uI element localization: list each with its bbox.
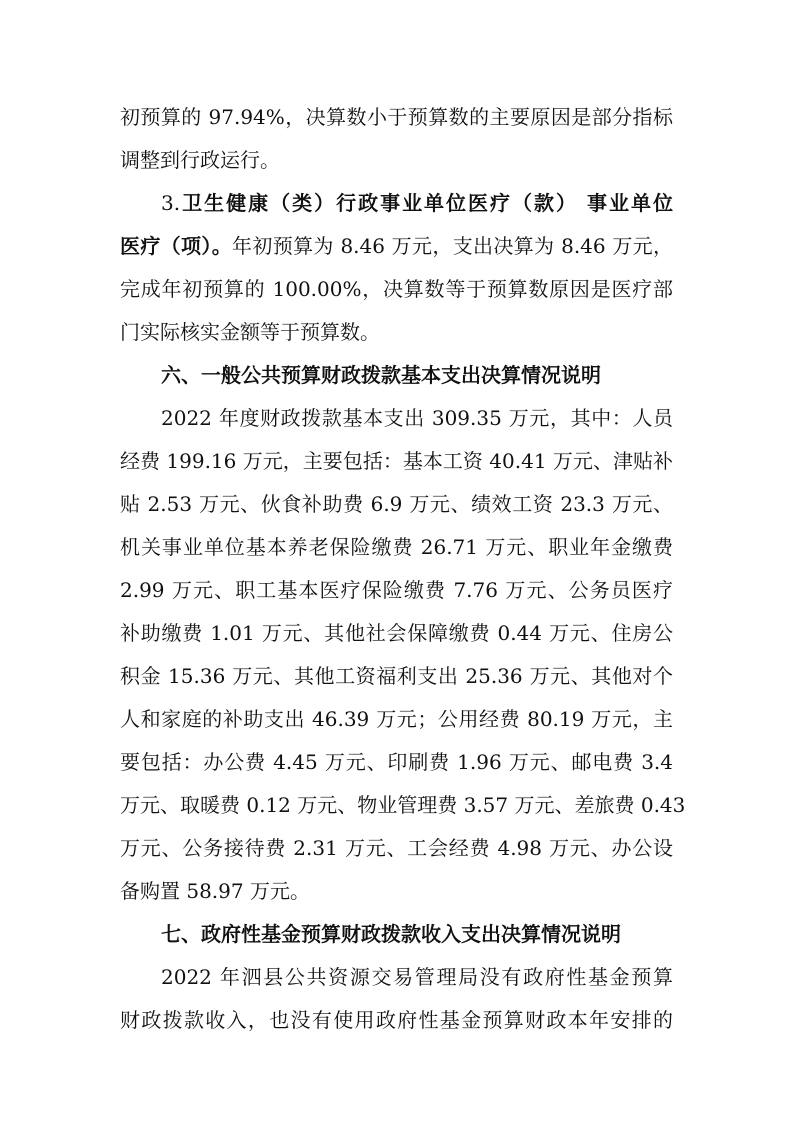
item-3-title-cont-line — [120, 231, 673, 261]
paragraph-line: 2022 年泗县公共资源交易管理局没有政府性基金预算 — [161, 965, 673, 989]
item-3-heading-line — [161, 188, 673, 218]
paragraph-line: 2.99 万元、职工基本医疗保险缴费 7.76 万元、公务员医疗 — [120, 578, 673, 602]
paragraph-line: 调整到行政运行。 — [120, 148, 280, 172]
paragraph-line: 2022 年度财政拨款基本支出 309.35 万元，其中：人员 — [161, 406, 673, 430]
paragraph-line: 完成年初预算的 100.00%，决算数等于预算数原因是医疗部 — [120, 277, 673, 301]
item-body-cont: 年初预算为 8.46 万元，支出决算为 8.46 万元， — [232, 234, 673, 258]
paragraph-line: 财政拨款收入，也没有使用政府性基金预算财政本年安排的 — [120, 1008, 673, 1032]
section-6-heading: 六、一般公共预算财政拨款基本支出决算情况说明 — [161, 363, 601, 387]
item-title-cont: 医疗（项）。 — [120, 234, 233, 258]
item-number: 3. — [161, 191, 181, 215]
item-title: 卫生健康（类）行政事业单位医疗（款） 事业单位 — [180, 191, 673, 215]
paragraph-line: 备购置 58.97 万元。 — [120, 879, 310, 903]
paragraph-line: 积金 15.36 万元、其他工资福利支出 25.36 万元、其他对个 — [120, 664, 673, 688]
paragraph-line: 初预算的 97.94%，决算数小于预算数的主要原因是部分指标 — [120, 105, 673, 129]
section-7-heading: 七、政府性基金预算财政拨款收入支出决算情况说明 — [161, 922, 621, 946]
paragraph-line: 机关事业单位基本养老保险缴费 26.71 万元、职业年金缴费 — [120, 535, 673, 559]
paragraph-line: 人和家庭的补助支出 46.39 万元；公用经费 80.19 万元，主 — [120, 707, 673, 731]
paragraph-line: 万元、取暖费 0.12 万元、物业管理费 3.57 万元、差旅费 0.43 — [120, 793, 686, 817]
paragraph-line: 要包括：办公费 4.45 万元、印刷费 1.96 万元、邮电费 3.4 — [120, 750, 673, 774]
paragraph-line: 贴 2.53 万元、伙食补助费 6.9 万元、绩效工资 23.3 万元、 — [120, 492, 673, 516]
paragraph-line: 补助缴费 1.01 万元、其他社会保障缴费 0.44 万元、住房公 — [120, 621, 673, 645]
paragraph-line: 经费 199.16 万元，主要包括：基本工资 40.41 万元、津贴补 — [120, 449, 673, 473]
paragraph-line: 门实际核实金额等于预算数。 — [120, 320, 380, 344]
paragraph-line: 万元、公务接待费 2.31 万元、工会经费 4.98 万元、办公设 — [120, 836, 673, 860]
